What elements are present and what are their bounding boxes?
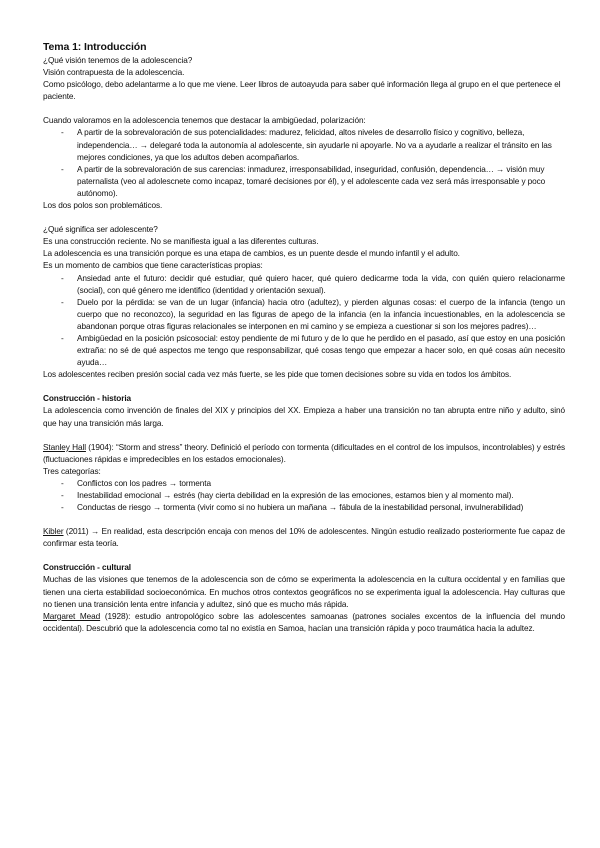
paragraph: Es una construcción reciente. No se manifiesta igual a las diferentes culturas.: [43, 237, 319, 247]
author-stanley-hall: Stanley Hall: [43, 442, 86, 452]
bullet-item: - Ambigüedad en la posición psicosocial: estoy pendiente de mi futuro y de lo que he perdido en el pasado, así que estoy en una posición extraña: no sé de qué aspectos me tengo que responsabilizar, qué cosas tengo que empezar a hacer solo, en qué cosas aún necesito ayuda…: [43, 333, 565, 369]
paragraph: Muchas de las visiones que tenemos de la adolescencia son de cómo se experimenta la adolescencia en la cultura occidental y en familias que tienen una cierta estabilidad socioeconómica. En muchos otros contextos geográficos no se experimenta igual la adolescencia. Hay culturas que no tienen una transición lenta entre infancia y adultez, sinó que es mucho más rápida.: [43, 575, 565, 609]
bullet-item: - Conductas de riesgo → tormenta (vivir como si no hubiera un mañana → fábula de la inestabilidad personal, invulnerabilidad): [43, 502, 565, 514]
bullet-item: - Ansiedad ante el futuro: decidir qué estudiar, qué quiero hacer, qué quiero dedicarme toda la vida, con quién quiero relacionarme (social), con qué género me identifico (identidad y orientación sexual).: [43, 273, 565, 297]
bullet-item: - Inestabilidad emocional → estrés (hay cierta debilidad en la expresión de las emociones, estamos bien y al momento mal).: [43, 490, 565, 502]
paragraph: Visión contrapuesta de la adolescencia.: [43, 68, 185, 78]
paragraph: Como psicólogo, debo adelantarme a lo que me viene. Leer libros de autoayuda para saber qué información llega al grupo en el que pertenece el paciente.: [43, 80, 561, 102]
section-heading-cultural: Construcción - cultural: [43, 563, 131, 573]
bullet-item: - Conflictos con los padres → tormenta: [43, 478, 565, 490]
bullet-item: - A partir de la sobrevaloración de sus potencialidades: madurez, felicidad, altos niveles de desarrollo físico y cognitivo, belleza, independencia… → delegaré toda la autonomía al adolescente, sin ayudarle ni apoyarle. No va a ayudarle a realizar el tránsito en las mejores condiciones, ya que los adultos deben acompañarlos.: [43, 127, 565, 163]
author-kibler: Kibler: [43, 527, 64, 537]
bullet-item: - A partir de la sobrevaloración de sus carencias: inmadurez, irresponsabilidad, inseguridad, confusión, dependencia… → visión muy paternalista (veo al adolescnete como incapaz, tomaré decisiones por él), y el adolescente cada vez será más irresponsable y poco autónomo).: [43, 164, 565, 200]
author-margaret-mead: Margaret Mead: [43, 611, 101, 621]
paragraph-kibler: Kibler (2011) → En realidad, esta descripción encaja con menos del 10% de adolescentes. Ningún estudio realizado posteriormente fue capaz de confirmar esta teoría.: [43, 527, 565, 549]
paragraph: Es un momento de cambios que tiene características propias:: [43, 261, 263, 271]
document-page: [43, 40, 565, 635]
bullet-item: - Duelo por la pérdida: se van de un lugar (infancia) hacia otro (adultez), y pierden algunas cosas: el cuerpo de la infancia (tengo un cuerpo que no reconozco), la seguridad en las figuras de apego de la infancia (en la infancia incuestionables, en la adolescencia se abandonan porque otras figuras relacionales se interponen en mi camino y se empieza a cuestionar si son los mejores padres)…: [43, 297, 565, 333]
paragraph: Cuando valoramos en la adolescencia tenemos que destacar la ambigüedad, polarización:: [43, 116, 366, 126]
paragraph: La adolescencia es una transición porque es una etapa de cambios, es un puente desde el mundo infantil y el adulto.: [43, 249, 460, 259]
question-heading-vision: ¿Qué visión tenemos de la adolescencia?: [43, 56, 193, 65]
paragraph-hall: Stanley Hall (1904): “Storm and stress” theory. Definició el período con tormenta (dificultades en el control de los impulsos, incontrolables) y estrés (fluctuaciones rápidas e impredecibles en los estados emocionales).: [43, 442, 565, 464]
paragraph: Los adolescentes reciben presión social cada vez más fuerte, se les pide que tomen decisiones sobre su vida en todos los ámbitos.: [43, 370, 512, 380]
section-heading-historia: Construcción - historia: [43, 394, 131, 404]
document-title: Tema 1: Introducción: [43, 41, 147, 53]
paragraph: La adolescencia como invención de finales del XIX y principios del XX. Empieza a haber una transición no tan abrupta entre niño y adulto, sinó que hay una transición más larga.: [43, 406, 565, 428]
question-heading-significa: ¿Qué significa ser adolescente?: [43, 225, 158, 235]
paragraph-mead: Margaret Mead (1928): estudio antropológico sobre las adolescentes samoanas (patrones sociales excentos de la influencia del mundo occidental). Descubrió que la adolescencia como tal no existía en Samoa, hacían una transición rápida y poco traumática hacia la adultez.: [43, 611, 565, 633]
paragraph: Tres categorías:: [43, 466, 101, 476]
paragraph: Los dos polos son problemáticos.: [43, 201, 163, 211]
